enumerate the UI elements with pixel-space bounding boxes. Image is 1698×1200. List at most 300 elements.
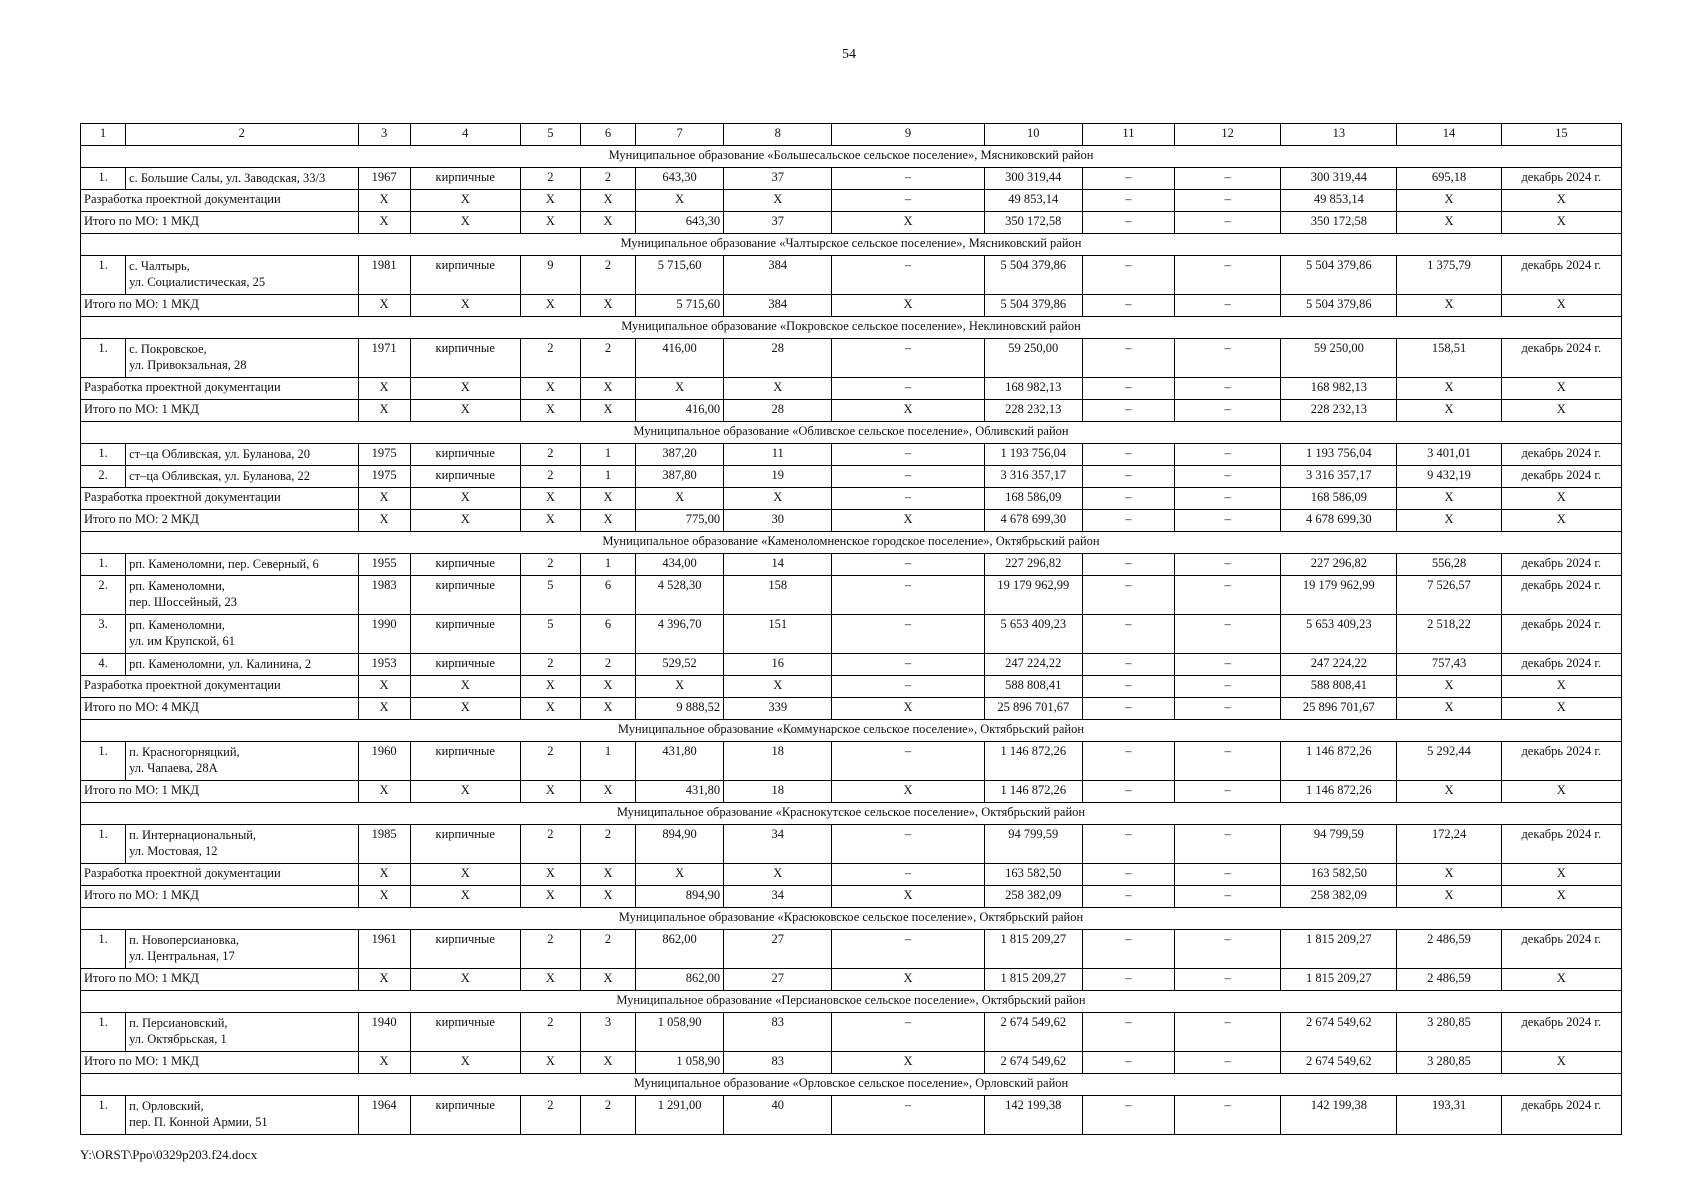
building-row (81, 930, 1622, 969)
cell-col-4: кирпичные (410, 554, 520, 576)
cell-col-8: 339 (724, 698, 832, 720)
cell-col-12: – (1175, 615, 1281, 654)
cell-col-9: – (832, 554, 984, 576)
cell-col-6: X (580, 886, 635, 908)
cell-col-3: 1975 (358, 466, 410, 488)
cell-col-4: X (410, 190, 520, 212)
municipality-section-row (81, 234, 1622, 256)
cell-col-14: 1 375,79 (1397, 256, 1501, 295)
cell-col-8: 83 (724, 1013, 832, 1052)
cell-col-11: – (1082, 378, 1174, 400)
summary-label: Разработка проектной документации (81, 378, 359, 400)
table-body (81, 146, 1622, 1135)
cell-col-10: 5 504 379,86 (984, 295, 1082, 317)
address-line: ул. Октябрьская, 1 (129, 1032, 227, 1046)
cell-col-7: 5 715,60 (636, 256, 724, 295)
cell-col-10: 3 316 357,17 (984, 466, 1082, 488)
municipality-heading: Муниципальное образование «Персиановское сельское поселение», Октябрьский район (81, 991, 1622, 1013)
summary-label: Итого по МО: 1 МКД (81, 886, 359, 908)
cell-col-10: 49 853,14 (984, 190, 1082, 212)
cell-col-5: X (520, 698, 580, 720)
cell-col-5: X (520, 190, 580, 212)
cell-col-11: – (1082, 444, 1174, 466)
cell-col-7: 775,00 (636, 510, 724, 532)
cell-col-5: X (520, 781, 580, 803)
cell-col-5: X (520, 676, 580, 698)
cell-col-8: 19 (724, 466, 832, 488)
cell-col-7: 894,90 (636, 825, 724, 864)
cell-col-11: – (1082, 654, 1174, 676)
cell-col-6: X (580, 969, 635, 991)
cell-col-14: 3 401,01 (1397, 444, 1501, 466)
address-line: рп. Каменоломни, (129, 618, 225, 632)
summary-row (81, 190, 1622, 212)
cell-col-6: 2 (580, 654, 635, 676)
row-number: 1. (81, 444, 126, 466)
row-number: 2. (81, 576, 126, 615)
municipality-section-row (81, 908, 1622, 930)
cell-col-5: X (520, 488, 580, 510)
address-cell (126, 444, 358, 466)
cell-col-3: X (358, 190, 410, 212)
cell-col-5: X (520, 864, 580, 886)
municipality-heading: Муниципальное образование «Краснокутское сельское поселение», Октябрьский район (81, 803, 1622, 825)
cell-col-13: 163 582,50 (1281, 864, 1397, 886)
cell-col-6: 2 (580, 930, 635, 969)
cell-col-13: 3 316 357,17 (1281, 466, 1397, 488)
cell-col-9: – (832, 168, 984, 190)
cell-col-15: декабрь 2024 г. (1501, 1013, 1621, 1052)
cell-col-7: X (636, 864, 724, 886)
cell-col-14: X (1397, 510, 1501, 532)
summary-label: Итого по МО: 1 МКД (81, 781, 359, 803)
cell-col-13: 350 172,58 (1281, 212, 1397, 234)
cell-col-11: – (1082, 615, 1174, 654)
cell-col-4: X (410, 886, 520, 908)
cell-col-6: X (580, 190, 635, 212)
cell-col-9: – (832, 444, 984, 466)
building-row (81, 466, 1622, 488)
cell-col-11: – (1082, 1052, 1174, 1074)
cell-col-3: 1990 (358, 615, 410, 654)
cell-col-15: X (1501, 886, 1621, 908)
cell-col-9: – (832, 930, 984, 969)
cell-col-5: X (520, 212, 580, 234)
cell-col-9: – (832, 576, 984, 615)
summary-label: Итого по МО: 1 МКД (81, 969, 359, 991)
cell-col-7: 416,00 (636, 400, 724, 422)
address-line: ул. Привокзальная, 28 (129, 358, 247, 372)
cell-col-5: X (520, 1052, 580, 1074)
cell-col-9: – (832, 654, 984, 676)
cell-col-5: 9 (520, 256, 580, 295)
building-row (81, 576, 1622, 615)
row-number: 1. (81, 825, 126, 864)
cell-col-11: – (1082, 742, 1174, 781)
file-path-footer: Y:\ORST\Ppo\0329p203.f24.docx (80, 1147, 258, 1162)
cell-col-11: – (1082, 466, 1174, 488)
cell-col-7: 387,80 (636, 466, 724, 488)
cell-col-9: – (832, 615, 984, 654)
municipality-section-row (81, 991, 1622, 1013)
cell-col-4: кирпичные (410, 930, 520, 969)
cell-col-6: X (580, 212, 635, 234)
cell-col-3: 1983 (358, 576, 410, 615)
cell-col-9: – (832, 1013, 984, 1052)
cell-col-10: 1 146 872,26 (984, 781, 1082, 803)
cell-col-15: X (1501, 1052, 1621, 1074)
municipality-heading: Муниципальное образование «Коммунарское сельское поселение», Октябрьский район (81, 720, 1622, 742)
cell-col-10: 2 674 549,62 (984, 1052, 1082, 1074)
cell-col-15: X (1501, 190, 1621, 212)
cell-col-11: – (1082, 190, 1174, 212)
cell-col-4: кирпичные (410, 576, 520, 615)
address-line: п. Интернациональный, (129, 828, 257, 842)
cell-col-14: X (1397, 400, 1501, 422)
address-cell (126, 615, 358, 654)
cell-col-7: X (636, 676, 724, 698)
cell-col-7: 862,00 (636, 930, 724, 969)
cell-col-6: 1 (580, 444, 635, 466)
cell-col-15: X (1501, 864, 1621, 886)
cell-col-11: – (1082, 168, 1174, 190)
cell-col-8: 27 (724, 930, 832, 969)
summary-label: Разработка проектной документации (81, 488, 359, 510)
col-header-14: 14 (1397, 124, 1501, 146)
cell-col-13: 59 250,00 (1281, 339, 1397, 378)
cell-col-3: X (358, 1052, 410, 1074)
cell-col-13: 49 853,14 (1281, 190, 1397, 212)
building-row (81, 742, 1622, 781)
cell-col-9: X (832, 400, 984, 422)
cell-col-8: 28 (724, 339, 832, 378)
cell-col-14: X (1397, 488, 1501, 510)
cell-col-9: X (832, 212, 984, 234)
cell-col-5: 2 (520, 654, 580, 676)
cell-col-14: X (1397, 886, 1501, 908)
cell-col-4: кирпичные (410, 466, 520, 488)
cell-col-7: 643,30 (636, 168, 724, 190)
summary-label: Итого по МО: 4 МКД (81, 698, 359, 720)
cell-col-14: 695,18 (1397, 168, 1501, 190)
cell-col-10: 19 179 962,99 (984, 576, 1082, 615)
cell-col-6: X (580, 510, 635, 532)
cell-col-11: – (1082, 864, 1174, 886)
summary-row (81, 864, 1622, 886)
cell-col-4: X (410, 295, 520, 317)
cell-col-14: X (1397, 698, 1501, 720)
summary-label: Разработка проектной документации (81, 190, 359, 212)
cell-col-3: 1955 (358, 554, 410, 576)
row-number: 1. (81, 742, 126, 781)
cell-col-9: X (832, 295, 984, 317)
col-header-5: 5 (520, 124, 580, 146)
cell-col-14: X (1397, 212, 1501, 234)
cell-col-8: X (724, 676, 832, 698)
cell-col-8: 18 (724, 781, 832, 803)
municipality-section-row (81, 532, 1622, 554)
cell-col-11: – (1082, 510, 1174, 532)
cell-col-5: 5 (520, 576, 580, 615)
cell-col-13: 19 179 962,99 (1281, 576, 1397, 615)
cell-col-5: X (520, 295, 580, 317)
municipality-heading: Муниципальное образование «Обливское сельское поселение», Обливский район (81, 422, 1622, 444)
cell-col-5: 2 (520, 930, 580, 969)
cell-col-14: 3 280,85 (1397, 1052, 1501, 1074)
cell-col-3: 1985 (358, 825, 410, 864)
summary-row (81, 400, 1622, 422)
cell-col-14: X (1397, 378, 1501, 400)
cell-col-10: 1 146 872,26 (984, 742, 1082, 781)
cell-col-5: 2 (520, 825, 580, 864)
address-line: п. Красногорняцкий, (129, 745, 240, 759)
cell-col-6: 2 (580, 825, 635, 864)
cell-col-10: 94 799,59 (984, 825, 1082, 864)
cell-col-3: X (358, 378, 410, 400)
cell-col-14: 9 432,19 (1397, 466, 1501, 488)
cell-col-7: 416,00 (636, 339, 724, 378)
cell-col-4: кирпичные (410, 742, 520, 781)
cell-col-7: X (636, 488, 724, 510)
cell-col-3: 1967 (358, 168, 410, 190)
cell-col-9: – (832, 1096, 984, 1135)
cell-col-9: – (832, 256, 984, 295)
row-number: 1. (81, 930, 126, 969)
cell-col-12: – (1175, 969, 1281, 991)
address-line: ул. Мостовая, 12 (129, 844, 218, 858)
cell-col-5: 2 (520, 444, 580, 466)
cell-col-5: X (520, 969, 580, 991)
cell-col-12: – (1175, 825, 1281, 864)
cell-col-3: 1981 (358, 256, 410, 295)
cell-col-5: X (520, 400, 580, 422)
address-line: рп. Каменоломни, ул. Калинина, 2 (129, 657, 312, 671)
cell-col-8: 27 (724, 969, 832, 991)
municipality-heading: Муниципальное образование «Большесальское сельское поселение», Мясниковский район (81, 146, 1622, 168)
cell-col-8: X (724, 190, 832, 212)
cell-col-13: 228 232,13 (1281, 400, 1397, 422)
cell-col-5: X (520, 378, 580, 400)
cell-col-5: 2 (520, 466, 580, 488)
summary-label: Разработка проектной документации (81, 676, 359, 698)
cell-col-5: 2 (520, 339, 580, 378)
cell-col-15: X (1501, 676, 1621, 698)
cell-col-11: – (1082, 781, 1174, 803)
cell-col-11: – (1082, 339, 1174, 378)
cell-col-3: 1975 (358, 444, 410, 466)
col-header-7: 7 (636, 124, 724, 146)
address-cell (126, 825, 358, 864)
cell-col-8: 28 (724, 400, 832, 422)
cell-col-4: кирпичные (410, 1013, 520, 1052)
cell-col-10: 1 193 756,04 (984, 444, 1082, 466)
cell-col-13: 588 808,41 (1281, 676, 1397, 698)
cell-col-3: X (358, 400, 410, 422)
address-line: ул. им Крупской, 61 (129, 634, 236, 648)
cell-col-8: 384 (724, 256, 832, 295)
building-row (81, 444, 1622, 466)
page-number: 54 (842, 47, 856, 62)
cell-col-12: – (1175, 378, 1281, 400)
cell-col-3: X (358, 488, 410, 510)
cell-col-15: декабрь 2024 г. (1501, 168, 1621, 190)
address-line: пер. П. Конной Армии, 51 (129, 1115, 268, 1129)
cell-col-9: – (832, 488, 984, 510)
cell-col-15: декабрь 2024 г. (1501, 444, 1621, 466)
summary-row (81, 781, 1622, 803)
cell-col-7: 5 715,60 (636, 295, 724, 317)
cell-col-4: кирпичные (410, 339, 520, 378)
cell-col-3: X (358, 676, 410, 698)
address-line: рп. Каменоломни, пер. Северный, 6 (129, 557, 319, 571)
cell-col-8: 40 (724, 1096, 832, 1135)
cell-col-12: – (1175, 676, 1281, 698)
municipality-heading: Муниципальное образование «Каменоломненское городское поселение», Октябрьский район (81, 532, 1622, 554)
cell-col-15: декабрь 2024 г. (1501, 256, 1621, 295)
cell-col-12: – (1175, 339, 1281, 378)
cell-col-11: – (1082, 256, 1174, 295)
cell-col-9: X (832, 969, 984, 991)
cell-col-12: – (1175, 444, 1281, 466)
cell-col-14: 556,28 (1397, 554, 1501, 576)
cell-col-9: X (832, 698, 984, 720)
cell-col-12: – (1175, 1096, 1281, 1135)
summary-label: Итого по МО: 1 МКД (81, 295, 359, 317)
cell-col-6: 2 (580, 1096, 635, 1135)
cell-col-4: кирпичные (410, 654, 520, 676)
address-line: пер. Шоссейный, 23 (129, 595, 238, 609)
cell-col-4: X (410, 1052, 520, 1074)
cell-col-12: – (1175, 742, 1281, 781)
cell-col-7: 1 058,90 (636, 1013, 724, 1052)
cell-col-8: 34 (724, 886, 832, 908)
cell-col-8: 14 (724, 554, 832, 576)
cell-col-5: 2 (520, 1013, 580, 1052)
cell-col-14: 193,31 (1397, 1096, 1501, 1135)
row-number: 1. (81, 256, 126, 295)
cell-col-15: X (1501, 378, 1621, 400)
cell-col-7: 643,30 (636, 212, 724, 234)
address-line: ст–ца Обливская, ул. Буланова, 20 (129, 447, 311, 461)
cell-col-8: 158 (724, 576, 832, 615)
cell-col-3: 1960 (358, 742, 410, 781)
cell-col-15: декабрь 2024 г. (1501, 466, 1621, 488)
building-row (81, 615, 1622, 654)
cell-col-9: X (832, 1052, 984, 1074)
cell-col-9: – (832, 864, 984, 886)
cell-col-9: X (832, 886, 984, 908)
address-cell (126, 576, 358, 615)
row-number: 1. (81, 554, 126, 576)
cell-col-8: 18 (724, 742, 832, 781)
cell-col-3: X (358, 295, 410, 317)
cell-col-15: X (1501, 400, 1621, 422)
cell-col-9: – (832, 378, 984, 400)
cell-col-10: 588 808,41 (984, 676, 1082, 698)
cell-col-7: X (636, 378, 724, 400)
cell-col-10: 5 504 379,86 (984, 256, 1082, 295)
cell-col-7: X (636, 190, 724, 212)
building-row (81, 825, 1622, 864)
cell-col-12: – (1175, 190, 1281, 212)
municipality-section-row (81, 1074, 1622, 1096)
cell-col-14: X (1397, 781, 1501, 803)
address-cell (126, 554, 358, 576)
cell-col-11: – (1082, 295, 1174, 317)
cell-col-15: X (1501, 781, 1621, 803)
cell-col-15: X (1501, 510, 1621, 532)
address-cell (126, 930, 358, 969)
municipality-section-row (81, 422, 1622, 444)
cell-col-15: декабрь 2024 г. (1501, 742, 1621, 781)
cell-col-6: X (580, 295, 635, 317)
cell-col-13: 1 193 756,04 (1281, 444, 1397, 466)
cell-col-4: кирпичные (410, 444, 520, 466)
summary-label: Итого по МО: 1 МКД (81, 400, 359, 422)
cell-col-4: X (410, 698, 520, 720)
cell-col-6: 2 (580, 339, 635, 378)
cell-col-13: 5 504 379,86 (1281, 295, 1397, 317)
cell-col-8: X (724, 378, 832, 400)
cell-col-15: X (1501, 488, 1621, 510)
cell-col-5: 2 (520, 742, 580, 781)
cell-col-4: X (410, 676, 520, 698)
cell-col-10: 168 586,09 (984, 488, 1082, 510)
cell-col-4: X (410, 969, 520, 991)
cell-col-13: 4 678 699,30 (1281, 510, 1397, 532)
summary-label: Итого по МО: 1 МКД (81, 212, 359, 234)
cell-col-6: 3 (580, 1013, 635, 1052)
cell-col-11: – (1082, 969, 1174, 991)
cell-col-6: 1 (580, 466, 635, 488)
cell-col-11: – (1082, 400, 1174, 422)
cell-col-8: 37 (724, 168, 832, 190)
address-line: п. Новоперсиановка, (129, 933, 240, 947)
col-header-4: 4 (410, 124, 520, 146)
cell-col-8: 83 (724, 1052, 832, 1074)
cell-col-11: – (1082, 698, 1174, 720)
cell-col-13: 5 504 379,86 (1281, 256, 1397, 295)
cell-col-4: кирпичные (410, 1096, 520, 1135)
row-number: 1. (81, 1096, 126, 1135)
cell-col-11: – (1082, 554, 1174, 576)
address-line: ул. Чапаева, 28А (129, 761, 218, 775)
cell-col-14: X (1397, 295, 1501, 317)
cell-col-10: 300 319,44 (984, 168, 1082, 190)
address-cell (126, 1096, 358, 1135)
cell-col-10: 168 982,13 (984, 378, 1082, 400)
cell-col-14: X (1397, 190, 1501, 212)
cell-col-10: 1 815 209,27 (984, 930, 1082, 969)
cell-col-13: 1 146 872,26 (1281, 742, 1397, 781)
cell-col-13: 5 653 409,23 (1281, 615, 1397, 654)
cell-col-7: 431,80 (636, 781, 724, 803)
summary-label: Разработка проектной документации (81, 864, 359, 886)
cell-col-6: X (580, 676, 635, 698)
cell-col-7: 529,52 (636, 654, 724, 676)
cell-col-6: 1 (580, 742, 635, 781)
cell-col-3: X (358, 698, 410, 720)
cell-col-14: 172,24 (1397, 825, 1501, 864)
cell-col-4: X (410, 781, 520, 803)
cell-col-7: 1 291,00 (636, 1096, 724, 1135)
cell-col-3: X (358, 969, 410, 991)
cell-col-14: 5 292,44 (1397, 742, 1501, 781)
cell-col-6: 1 (580, 554, 635, 576)
address-cell (126, 339, 358, 378)
municipality-heading: Муниципальное образование «Орловское сельское поселение», Орловский район (81, 1074, 1622, 1096)
cell-col-12: – (1175, 781, 1281, 803)
